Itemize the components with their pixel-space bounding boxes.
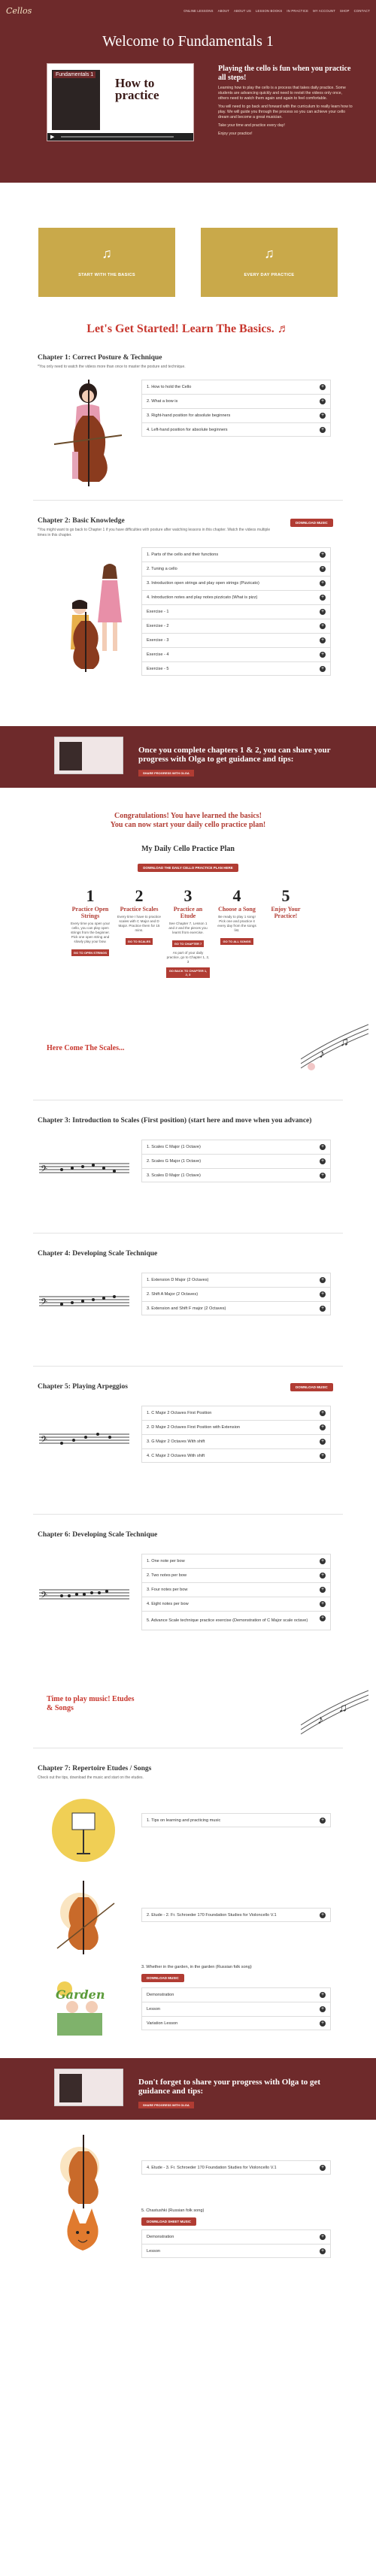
nav-item-online-lessons[interactable]: ONLINE LESSONS [183,8,214,13]
hero-heading: Playing the cello is fun when you practice all steps! [218,65,351,82]
hero-paragraph-2: You will need to go back and forward with the curriculum to really learn how to play. We will guide you through the process so you can achieve your cello dream and become a great musician. [218,104,353,120]
plus-icon[interactable]: + [320,1615,325,1621]
lesson-label: 1. How to hold the Cello [147,385,192,389]
lesson-item[interactable] [141,1287,331,1301]
start-basics-tile[interactable] [38,228,175,297]
lesson-item[interactable] [141,1154,331,1168]
song-2-lessons [141,2229,331,2258]
lesson-label: Lesson [147,2248,161,2254]
step-number: 4 [232,886,241,905]
plus-icon[interactable]: + [320,566,325,571]
share-progress-banner-2 [0,2058,376,2120]
step-title: Practice Scales [120,906,159,913]
chapter-title: Chapter 3: Introduction to Scales (First position) (start here and move when you advance) [38,1117,312,1125]
svg-text:♪: ♪ [319,1048,325,1061]
lesson-item[interactable] [141,1813,331,1827]
svg-text:♫: ♫ [340,1036,349,1049]
lesson-item[interactable] [141,394,331,408]
nav-item-my-account[interactable]: MY ACCOUNT [313,8,335,13]
step-button[interactable]: GO TO ALL SONGS [220,938,253,945]
lesson-item[interactable] [141,1273,331,1287]
lesson-label: Demonstration [147,1993,174,1997]
chapter-5 [0,1367,376,1514]
plus-icon[interactable]: + [320,1410,325,1415]
page-title: Welcome to Fundamentals 1 [102,33,274,50]
tile-label: START WITH THE BASICS [78,273,135,277]
step-4 [215,886,259,979]
song-1-lessons [141,1987,331,2030]
plus-icon[interactable]: + [320,1558,325,1563]
lesson-label: Variation Lesson [147,2021,178,2026]
lesson-item[interactable] [141,547,331,562]
lesson-item[interactable] [141,2160,331,2175]
basics-heading-text: Let's Get Started! Learn The Basics. [86,322,274,335]
chapter-4 [0,1234,376,1366]
chapter-3-lessons [141,1140,331,1182]
nav-item-about[interactable]: ABOUT [217,8,230,13]
lesson-item[interactable] [141,661,331,676]
music-note-icon: ♫ [264,246,274,261]
scales-heading: Here Come The Scales... [47,1044,125,1052]
plus-icon[interactable]: + [320,1818,325,1823]
lesson-item[interactable] [141,1406,331,1420]
share-progress-banner [0,726,376,788]
tips-lessons [141,1813,331,1827]
step-2 [117,886,161,979]
lesson-item[interactable] [141,1301,331,1315]
plus-icon[interactable]: + [320,1306,325,1311]
lesson-item[interactable] [141,647,331,661]
plus-icon[interactable]: + [320,1992,325,1997]
chapter-title: Chapter 5: Playing Arpeggios [38,1383,128,1391]
lesson-item[interactable] [141,2244,331,2258]
plus-icon[interactable]: + [320,652,325,657]
lesson-item[interactable] [141,633,331,647]
garden-logo: Garden [56,1987,105,2002]
video-title: How to practice [115,76,159,102]
svg-text:𝄢: 𝄢 [41,1297,48,1309]
lesson-item[interactable] [141,380,331,394]
lesson-label: 2. What a bow is [147,399,178,404]
teacher-silhouette [59,742,82,770]
step-description: Be ready to play 1 song! Pick one and practice it every day from the songs list. [217,915,256,932]
staff-notation-icon [39,1161,129,1176]
lesson-item[interactable] [141,562,331,576]
lesson-item[interactable] [141,1448,331,1463]
lesson-label: Exercise - 5 [147,666,169,671]
cello-duo-illustration [59,561,134,674]
cello-illustration [50,2130,117,2213]
lesson-label: 4. Etude - 3. Fr. Schroeder 170 Foundation Studies for Violoncello V.1 [147,2165,277,2170]
svg-text:𝄢: 𝄢 [41,1590,48,1602]
video-label: Fundamentals 1 [53,71,96,78]
step-1 [68,886,112,979]
plus-icon[interactable]: + [320,2165,325,2170]
lesson-label: 1. Scales C Major (1 Octave) [147,1145,201,1149]
video-call-illustration [54,2069,123,2106]
plus-icon[interactable]: + [320,1291,325,1297]
song-title: 5. Chastushki (Russian folk song) [141,2208,205,2213]
svg-text:♫: ♫ [338,1702,347,1715]
music-notes-illustration [301,1680,368,1740]
lesson-label: 2. Scales G Major (1 Octave) [147,1159,202,1164]
step-description: Every time you open your cello, you can play open strings from the beginner. Pick one open string and slowly play your bow. [70,922,111,943]
step-button[interactable]: GO TO SCALES [126,938,153,945]
plus-icon[interactable]: + [320,1601,325,1606]
lesson-label: Demonstration [147,2235,174,2239]
chapter-2 [0,501,376,711]
lesson-item[interactable] [141,619,331,633]
plus-icon[interactable]: + [320,2006,325,2011]
staff-notation-icon [39,1587,129,1602]
lesson-label: 1. C Major 2 Octaves First Position [147,1411,212,1415]
plus-icon[interactable]: + [320,552,325,557]
chapter-4-lessons [141,1273,331,1315]
congrats-line-2: You can now start your daily cello practice plan! [110,821,266,829]
step-title: Practice an Etude [173,906,203,919]
video-progress-bar[interactable] [61,136,174,138]
lesson-item[interactable] [141,2002,331,2016]
lesson-label: 3. Right-hand position for absolute beginners [147,413,231,418]
cello-illustration [50,1876,117,1959]
music-notes-illustration [301,1017,368,1077]
chapter-6 [0,1515,376,1665]
nav-item-lesson-books[interactable]: LESSON BOOKS [255,8,283,13]
lesson-item[interactable] [141,1908,331,1922]
download-sheet-music-button[interactable]: DOWNLOAD SHEET MUSIC [141,2217,196,2226]
download-music-button[interactable]: DOWNLOAD MUSIC [290,1383,333,1391]
lesson-item[interactable] [141,1568,331,1582]
lesson-label: 1. One note per bow [147,1559,185,1563]
lesson-label: Exercise - 4 [147,652,169,657]
lesson-label: 4. C Major 2 Octaves With shift [147,1453,205,1458]
hero-paragraph-4: Enjoy your practice! [218,132,253,136]
plus-icon[interactable]: + [320,1277,325,1282]
plus-icon[interactable]: + [320,1573,325,1578]
plus-icon[interactable]: + [320,637,325,643]
lesson-label: Exercise - 3 [147,638,169,643]
plus-icon[interactable]: + [320,1912,325,1918]
svg-text:𝄢: 𝄢 [41,1434,48,1446]
plus-icon[interactable]: + [320,1453,325,1458]
nav-item-about-us[interactable]: ABOUT US [234,8,251,13]
lesson-label: Exercise - 1 [147,610,169,614]
etudes-intro [0,1665,376,1748]
lesson-item[interactable] [141,422,331,437]
lesson-label: Lesson [147,2007,161,2011]
song-title: 3. Whether in the garden, in the garden (Russian folk song) [141,1965,252,1969]
plus-icon[interactable]: + [320,623,325,628]
banner-text: Once you complete chapters 1 & 2, you can share your progress with Olga to get guidance and tips: [138,746,331,764]
lesson-label: 2. Two notes per bow [147,1573,187,1578]
lesson-item[interactable] [141,1554,331,1568]
lesson-item[interactable] [141,1611,331,1630]
basics-heading [0,322,376,336]
step-number: 5 [281,886,290,905]
plus-icon[interactable]: + [320,384,325,389]
plus-icon[interactable]: + [320,1158,325,1164]
congrats-line-1: Congratulations! You have learned the basics! [114,812,262,820]
chapter-6-lessons [141,1554,331,1630]
music-note-icon: ♫ [102,246,112,261]
lesson-label: 1. Tips on learning and practicing music [147,1818,221,1823]
lesson-label: 2. Etude - 2. Fr. Schroeder 170 Foundation Studies for Violoncello V.1 [147,1912,277,1918]
download-music-button[interactable]: DOWNLOAD MUSIC [290,519,333,527]
lesson-item[interactable] [141,1597,331,1611]
main-nav [183,9,370,13]
step-number: 1 [86,886,95,905]
lesson-label: 4. Eight notes per bow [147,1602,189,1606]
lesson-label: 1. Extension D Major (2 Octaves) [147,1278,209,1282]
lesson-label: 3. Introduction open strings and play open strings (Pizzicato) [147,581,259,586]
chapter-title: Chapter 2: Basic Knowledge [38,517,125,525]
teacher-silhouette [59,2074,82,2102]
chapter-7 [0,1748,376,2260]
lesson-item[interactable] [141,2016,331,2030]
intro-video-player[interactable] [47,63,194,141]
lesson-item[interactable] [141,1987,331,2002]
step-number: 2 [135,886,144,905]
plus-icon[interactable]: + [320,1144,325,1149]
etude-1-lessons [141,1908,331,1922]
plus-icon[interactable]: + [320,1439,325,1444]
plus-icon[interactable]: + [320,2021,325,2026]
music-note-icon: ♬ [277,322,290,335]
lesson-label: 4. Left-hand position for absolute beginners [147,427,228,432]
lesson-item[interactable] [141,576,331,590]
chapter-1 [0,350,376,500]
step-button-2[interactable]: GO BACK TO CHAPTER 1, 2, 3 [166,967,210,978]
staff-notation-icon [39,1431,129,1446]
chapter-note: *You might want to go back to Chapter 1 if you have difficulties with posture after watching lessons in this chapter. Watch the videos multiple times in this chapter. [38,528,271,537]
step-title: Enjoy Your Practice! [271,906,301,919]
everyday-practice-tile[interactable] [201,228,338,297]
hero-paragraph-3: Take your time and practice every day! [218,123,285,128]
video-thumbnail [52,70,100,130]
plan-title: My Daily Cello Practice Plan [141,845,235,853]
download-music-button[interactable]: DOWNLOAD MUSIC [141,1974,184,1982]
plus-icon[interactable]: + [320,427,325,432]
hero-paragraph-1: Learning how to play the cello is a process that takes daily practice. Some students are advancing quickly and need to revisit the videos only once, others need to watch them again and again to feel comfortable. [218,86,346,101]
lesson-item[interactable] [141,1140,331,1154]
etudes-heading: Time to play music! Etudes & Songs [47,1695,135,1712]
chapter-5-lessons [141,1406,331,1463]
chapter-title: Chapter 7: Repertoire Etudes / Songs [38,1765,152,1772]
lesson-item[interactable] [141,1582,331,1597]
lesson-label: 5. Advance Scale technique practice exercise (Demonstration of C Major scale octave) [147,1618,308,1623]
hero-section [0,21,376,183]
start-tiles [0,228,376,297]
step-button[interactable]: GO TO OPEN STRINGS [71,949,109,956]
plus-icon[interactable]: + [320,413,325,418]
lesson-label: 3. G Major 2 Octaves With shift [147,1439,205,1444]
plus-icon[interactable]: + [320,1424,325,1430]
site-logo[interactable]: Cellos [6,5,32,16]
music-stand-illustration [50,1797,117,1864]
chapter-title: Chapter 1: Correct Posture & Technique [38,354,162,362]
plus-icon[interactable]: + [320,2234,325,2239]
lesson-label: 1. Parts of the cello and their functions [147,552,219,557]
tile-label: EVERY DAY PRACTICE [244,273,295,277]
lesson-label: Exercise - 2 [147,624,169,628]
plus-icon[interactable]: + [320,1587,325,1592]
lesson-item[interactable] [141,590,331,604]
svg-text:𝄢: 𝄢 [41,1164,48,1176]
lesson-label: 4. Introduction notes and play notes pizzicato (What is pizz) [147,595,258,600]
chapter-3 [0,1100,376,1233]
plus-icon[interactable]: + [320,609,325,614]
fox-illustration [53,2204,113,2260]
lesson-item[interactable] [141,1168,331,1182]
plus-icon[interactable]: + [320,2248,325,2254]
lesson-label: 3. Scales D Major (1 Octave) [147,1173,201,1178]
staff-notation-icon [39,1294,129,1309]
lesson-label: 2. Shift A Major (2 Octaves) [147,1292,199,1297]
share-progress-button[interactable]: SHARE PROGRESS WITH OLGA [138,2102,194,2108]
plus-icon[interactable]: + [320,580,325,586]
video-call-illustration [54,737,123,774]
chapter-note: Check out the tips, download the music and start on the etudes. [38,1775,144,1780]
lesson-item[interactable] [141,2229,331,2244]
lesson-label: 2. D Major 2 Octaves First Position with Extension [147,1425,241,1430]
lesson-item[interactable] [141,604,331,619]
banner-text: Don't forget to share your progress with Olga to get guidance and tips: [138,2078,321,2096]
step-title: Practice Open Strings [71,906,109,919]
chapter-title: Chapter 6: Developing Scale Technique [38,1531,158,1539]
congrats-section [0,812,376,979]
lesson-label: 3. Extension and Shift F major (2 Octaves) [147,1306,226,1311]
navbar [0,0,376,21]
chapter-1-lessons [141,380,331,437]
step-number: 3 [183,886,193,905]
svg-text:♪: ♪ [317,1714,323,1727]
lesson-item[interactable] [141,408,331,422]
step-extra: As part of your daily practice, go to Chapter 1, 2, 3 [166,951,210,964]
lesson-label: 2. Tuning a cello [147,567,177,571]
step-description: Every time I have to practice scales with C Major and D Major. Practice them for 15 mins. [117,915,161,932]
share-progress-button[interactable]: SHARE PROGRESS WITH OLGA [138,770,194,776]
plus-icon[interactable]: + [320,398,325,404]
step-3 [166,886,210,979]
step-description: See Chapter 7, Lesson 1 and 2 and the pieces you learnt from exercise. [168,922,208,934]
lesson-label: 3. Four notes per bow [147,1588,188,1592]
chapter-note: *You only need to watch the videos more than once to master the posture and technique. [38,365,186,369]
scales-intro [0,1010,376,1100]
plus-icon[interactable]: + [320,666,325,671]
nav-item-shop[interactable]: SHOP [340,8,350,13]
nav-item-in-practice[interactable]: IN PRACTICE [287,8,309,13]
lesson-item[interactable] [141,1434,331,1448]
chapter-title: Chapter 4: Developing Scale Technique [38,1250,158,1258]
step-title: Choose a Song [218,906,256,913]
play-icon[interactable]: ▶ [50,135,55,140]
practice-steps [0,886,376,979]
nav-item-contact[interactable]: CONTACT [353,8,370,13]
chapter-2-lessons [141,547,331,676]
lesson-item[interactable] [141,1420,331,1434]
plus-icon[interactable]: + [320,595,325,600]
cello-player-illustration [47,377,129,489]
step-5 [264,886,308,979]
step-button[interactable]: GO TO CHAPTER 7 [172,940,205,947]
hero-text [218,65,353,137]
etude-2-lessons [141,2160,331,2175]
garden-illustration [42,1974,125,2042]
plus-icon[interactable]: + [320,1173,325,1178]
download-plan-button[interactable]: DOWNLOAD THE DAILY CELLO PRACTICE PLAN HERE [138,864,238,872]
